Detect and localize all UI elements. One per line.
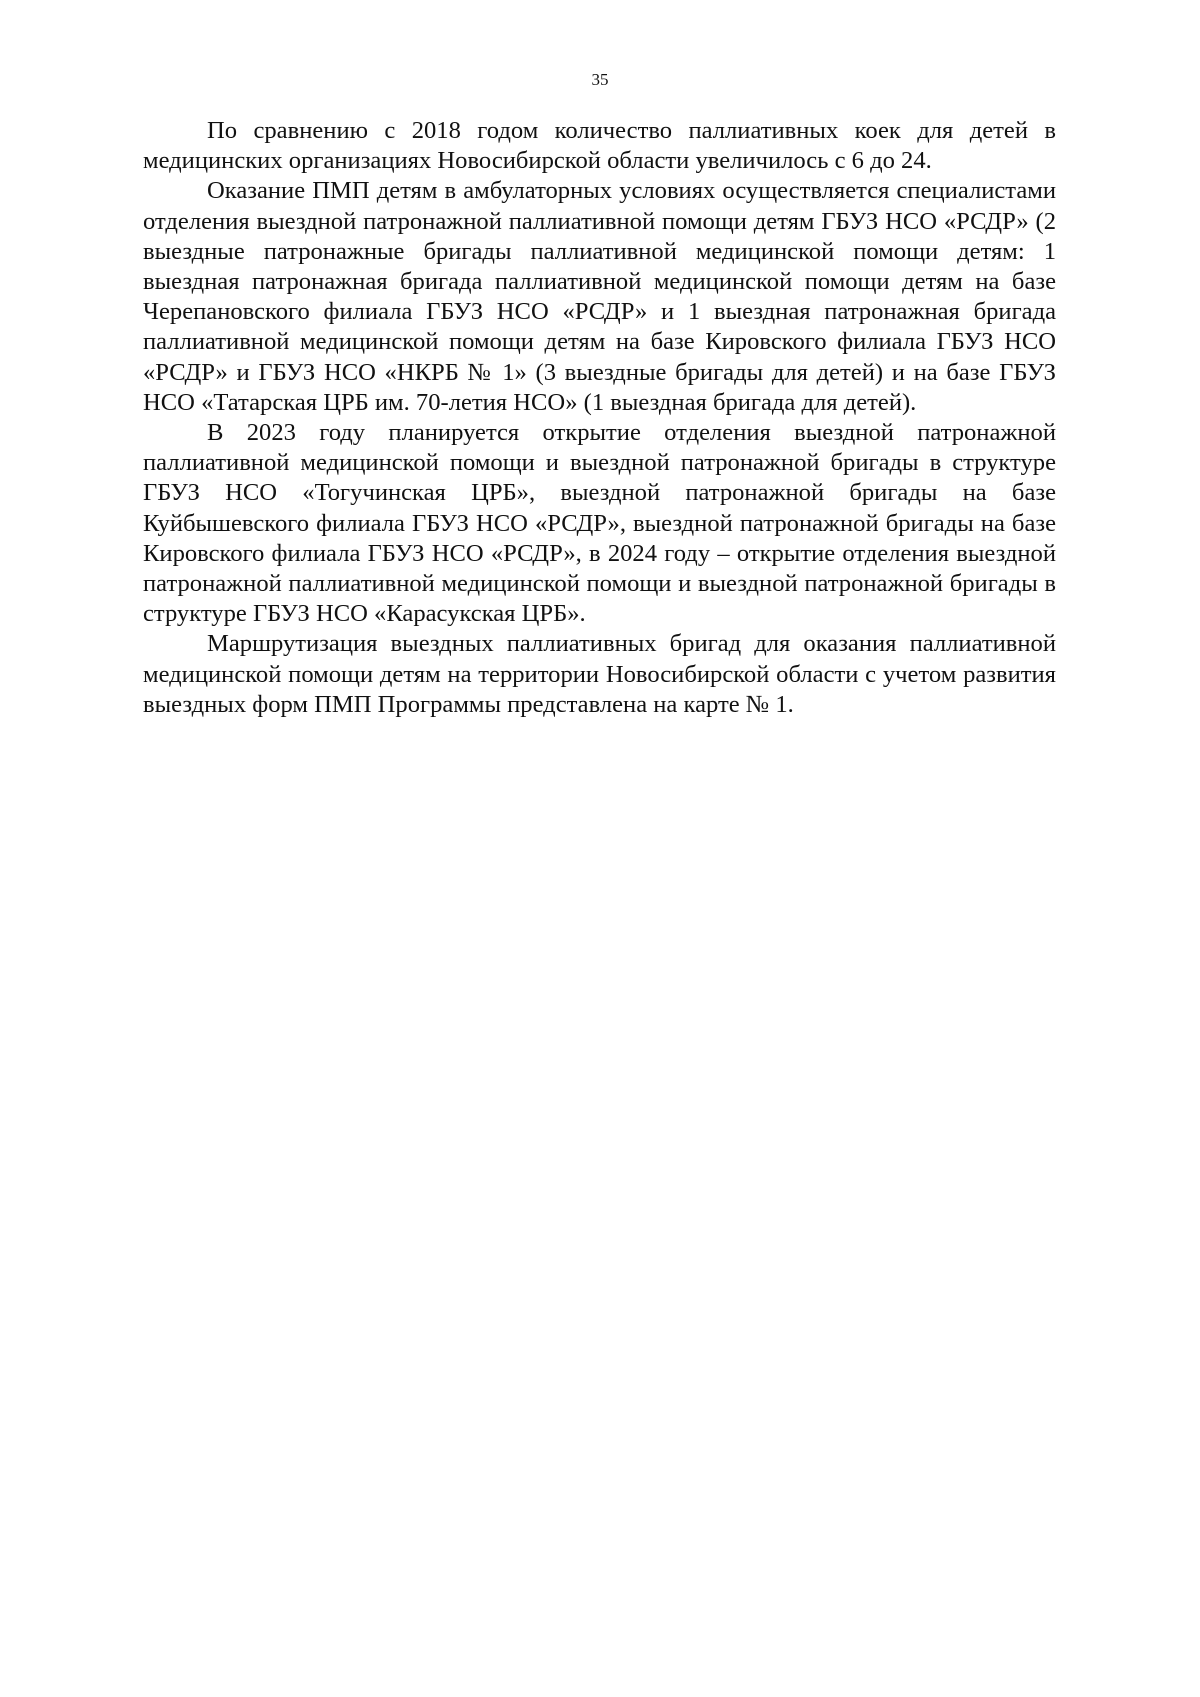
paragraph-outpatient-care: Оказание ПМП детям в амбулаторных условиях осуществляется специалистами отделения выездной патронажной паллиативной помощи детям ГБУЗ НСО «РСДР» (2 выездные патронажные бригады паллиативной медицинской помощи детям: 1 выездная патронажная бригада паллиативной медицинской помощи детям на базе Черепановского филиала ГБУЗ НСО «РСДР» и 1 выездная патронажная бригада паллиативной медицинской помощи детям на базе Кировского филиала ГБУЗ НСО «РСДР» и ГБУЗ НСО «НКРБ № 1» (3 выездные бригады для детей) и на базе ГБУЗ НСО «Татарская ЦРБ им. 70-летия НСО» (1 выездная бригада для детей). [143, 177, 1056, 416]
document-body [143, 116, 1056, 720]
page-number: 35 [591, 70, 609, 89]
paragraph-palliative-beds: По сравнению с 2018 годом количество паллиативных коек для детей в медицинских организациях Новосибирской области увеличилось с 6 до 24. [143, 117, 1056, 175]
paragraph-planned-openings: В 2023 году планируется открытие отделения выездной патронажной паллиативной медицинской помощи и выездной патронажной бригады в структуре ГБУЗ НСО «Тогучинская ЦРБ», выездной патронажной бригады на базе Куйбышевского филиала ГБУЗ НСО «РСДР», выездной патронажной бригады на базе Кировского филиала ГБУЗ НСО «РСДР», в 2024 году – открытие отделения выездной патронажной паллиативной медицинской помощи и выездной патронажной бригады в структуре ГБУЗ НСО «Карасукская ЦРБ». [143, 419, 1056, 628]
paragraph-routing-map: Маршрутизация выездных паллиативных бригад для оказания паллиативной медицинской помощи детям на территории Новосибирской области с учетом развития выездных форм ПМП Программы представлена на карте № 1. [143, 630, 1056, 718]
